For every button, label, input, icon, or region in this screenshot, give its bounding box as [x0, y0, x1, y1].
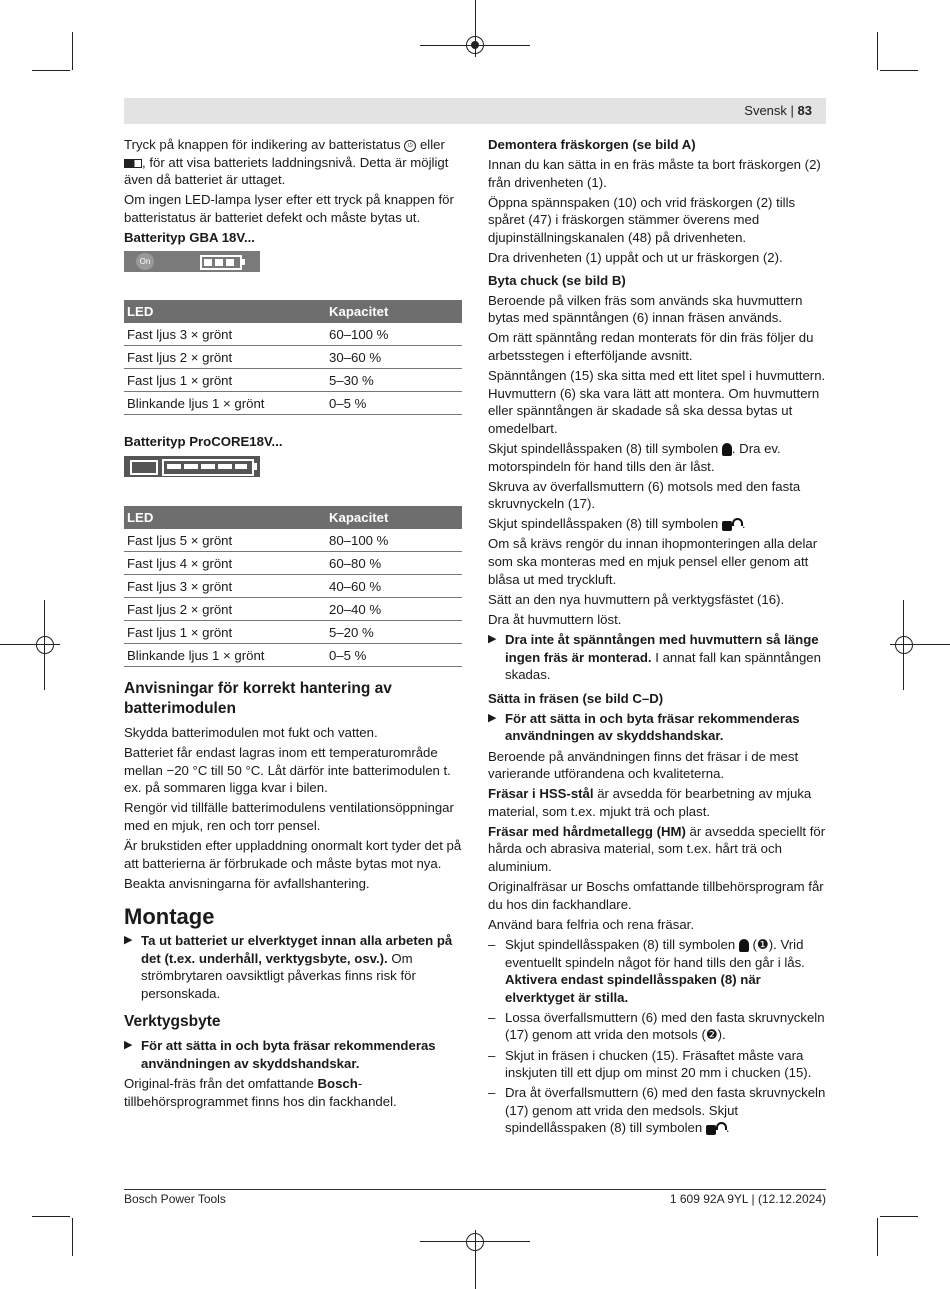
- footer-divider: [124, 1189, 826, 1190]
- cell-led: Fast ljus 2 × grönt: [124, 346, 326, 369]
- warning-bullet: ▶ För att sätta in och byta fräsar rekommenderas användningen av skyddshandskar.: [124, 1038, 436, 1071]
- paragraph: Fräsar i HSS-stål är avsedda för bearbetning av mjuka material, som t.ex. mjukt trä och plast.: [488, 786, 812, 819]
- cell-led: Fast ljus 4 × grönt: [124, 552, 326, 575]
- section-heading: Verktygsbyte: [124, 1013, 221, 1031]
- cell-capacity: 5–30 %: [326, 369, 462, 392]
- crop-mark: [880, 70, 918, 71]
- procore-title-block: [124, 433, 464, 453]
- crop-mark: [877, 1218, 878, 1256]
- paragraph: Original-fräs från det omfattande Bosch-tillbehörsprogrammet finns hos din fackhandel.: [124, 1076, 397, 1109]
- left-column: [124, 136, 464, 249]
- paragraph: Rengör vid tillfälle batterimodulens ventilationsöppningar med en mjuk, ren och torr pensel.: [124, 800, 454, 833]
- gba-battery-graphic: [124, 251, 260, 272]
- table-row: [124, 575, 462, 598]
- table-row: [124, 598, 462, 621]
- table-row: [124, 529, 462, 552]
- on-button-icon: On: [136, 253, 154, 270]
- page-header: [124, 98, 826, 124]
- section-heading: Sätta in fräsen (se bild C–D): [488, 690, 664, 706]
- lock-closed-icon: [739, 939, 749, 952]
- header-label: Svensk | 83: [744, 103, 812, 118]
- cell-led: Fast ljus 5 × grönt: [124, 529, 326, 552]
- right-column: [488, 136, 826, 1139]
- cell-capacity: 60–80 %: [326, 552, 462, 575]
- list-item: – Skjut spindellåsspaken (8) till symbolen (❶). Vrid eventuellt spindeln något för hand tills den går i lås. Aktivera endast spindellåsspaken (8) när elverktyget är stilla.: [488, 936, 805, 1005]
- cell-capacity: 5–20 %: [326, 621, 462, 644]
- montage-heading: Montage: [124, 904, 215, 930]
- paragraph: Öppna spännspaken (10) och vrid fräskorgen (2) tills spåret (47) i fräskorgen stämmer överens med djupinställningskanalen (48) på drivenheten.: [488, 194, 796, 245]
- paragraph: Använd bara felfria och rena fräsar.: [488, 916, 694, 932]
- page-number: 83: [797, 103, 812, 118]
- paragraph: Fräsar med hårdmetallegg (HM) är avsedda speciellt för hårda och abrasiva material, som t.ex. hårt trä och aluminium.: [488, 823, 826, 875]
- registration-mark-icon: [471, 41, 479, 49]
- dash-marker: –: [488, 936, 496, 952]
- list-item: – Lossa överfallsmuttern (6) med den fasta skruvnyckeln (17) genom att vrida den motsols (❷).: [488, 1009, 825, 1043]
- crop-mark: [32, 1216, 70, 1217]
- paragraph: Beroende på användningen finns det fräsar i de mest varierande utförandena och kvaliteterna.: [488, 748, 799, 782]
- warning-bullet: ▶ Dra inte åt spänntången med huvmuttern så länge ingen fräs är monterad. I annat fall kan spänntången skadas.: [488, 631, 821, 683]
- cell-led: Fast ljus 2 × grönt: [124, 598, 326, 621]
- intro-paragraph: Tryck på knappen för indikering av batteristatus ⏻ eller , för att visa batteriets laddningsnivå. Detta är möjligt även då batteriet är uttaget.: [124, 137, 449, 188]
- paragraph: Dra drivenheten (1) uppåt och ut ur fräskorgen (2).: [488, 250, 783, 266]
- intro-paragraph-2: Om ingen LED-lampa lyser efter ett tryck på knappen för batteristatus är batteriet defekt och måste bytas ut.: [124, 192, 454, 225]
- lock-open-icon: [722, 518, 742, 531]
- paragraph: Skruva av överfallsmuttern (6) motsols med den fasta skruvnyckeln (17).: [488, 478, 801, 512]
- arrow-right-icon: ▶: [488, 632, 497, 645]
- procore-led-table: [124, 506, 462, 667]
- battery-segment: [218, 464, 232, 469]
- cell-led: Fast ljus 3 × grönt: [124, 323, 326, 346]
- crop-mark: [32, 70, 70, 71]
- crop-mark: [72, 1218, 73, 1256]
- battery-tip: [254, 463, 257, 470]
- procore-battery-title: Batterityp ProCORE18V...: [124, 434, 283, 449]
- gba-battery-title: Batterityp GBA 18V...: [124, 229, 255, 245]
- paragraph: Skjut spindellåsspaken (8) till symbolen . Dra ev. motorspindeln för hand tills den är låst.: [488, 441, 781, 474]
- col-header-capacity: Kapacitet: [326, 506, 462, 529]
- table-row: [124, 369, 462, 392]
- paragraph: Beakta anvisningarna för avfallshantering.: [124, 875, 370, 891]
- battery-tip: [242, 259, 245, 265]
- paragraph: Beroende på vilken fräs som används ska huvmuttern bytas med spänntången (6) innan fräsen används.: [488, 292, 803, 326]
- paragraph: Skjut spindellåsspaken (8) till symbolen .: [488, 516, 746, 532]
- paragraph: Är brukstiden efter uppladdning onormalt kort tyder det på att batterierna är förbrukade och måste bytas mot nya.: [124, 838, 462, 871]
- cell-led: Fast ljus 1 × grönt: [124, 621, 326, 644]
- paragraph: Skydda batterimodulen mot fukt och vatten.: [124, 725, 378, 740]
- section-heading: Anvisningar för korrekt hantering av batterimodulen: [124, 680, 392, 717]
- crop-mark: [72, 32, 73, 70]
- dash-marker: –: [488, 1085, 496, 1101]
- cell-capacity: 30–60 %: [326, 346, 462, 369]
- battery-segment: [235, 464, 247, 469]
- arrow-right-icon: ▶: [124, 1039, 133, 1052]
- header-language: Svensk: [744, 103, 787, 118]
- registration-mark-icon: [466, 1233, 484, 1251]
- table-row: [124, 346, 462, 369]
- table-row: [124, 644, 462, 667]
- col-header-led: LED: [124, 506, 326, 529]
- warning-bullet: ▶ Ta ut batteriet ur elverktyget innan alla arbeten på det (t.ex. underhåll, verktygsbyte, osv.). Om strömbrytaren oavsiktligt påverkas finns risk för personskada.: [124, 932, 453, 1001]
- arrow-right-icon: ▶: [124, 933, 133, 946]
- warning-bullet: ▶ För att sätta in och byta fräsar rekommenderas användningen av skyddshandskar.: [488, 710, 800, 744]
- battery-status-icon: [130, 460, 158, 475]
- table-header-row: [124, 300, 462, 323]
- battery-button-icon: ⏻: [404, 140, 416, 152]
- crop-mark: [880, 1216, 918, 1217]
- crop-mark: [877, 32, 878, 70]
- dash-marker: –: [488, 1009, 496, 1025]
- table-row: [124, 552, 462, 575]
- list-item: – Dra åt överfallsmuttern (6) med den fasta skruvnyckeln (17) genom att vrida den medsols. Skjut spindellåsspaken (8) till symbolen .: [488, 1085, 826, 1136]
- table-header-row: [124, 506, 462, 529]
- cell-capacity: 60–100 %: [326, 323, 462, 346]
- cell-capacity: 20–40 %: [326, 598, 462, 621]
- lock-closed-icon: [722, 443, 732, 456]
- dash-marker: –: [488, 1047, 496, 1063]
- footer-right: 1 609 92A 9YL | (12.12.2024): [669, 1192, 826, 1206]
- cell-capacity: 40–60 %: [326, 575, 462, 598]
- col-header-capacity: Kapacitet: [326, 300, 462, 323]
- col-header-led: LED: [124, 300, 326, 323]
- cell-led: Fast ljus 1 × grönt: [124, 369, 326, 392]
- section-heading: Demontera fräskorgen (se bild A): [488, 137, 696, 152]
- cell-led: Blinkande ljus 1 × grönt: [124, 644, 326, 667]
- cell-led: Fast ljus 3 × grönt: [124, 575, 326, 598]
- table-row: [124, 392, 462, 415]
- paragraph: Spänntången (15) ska sitta med ett litet spel i huvmuttern. Huvmuttern (6) ska vara lätt att montera. Om huvmuttern eller spänntången är skadade så ska dessa bytas ut omedelbart.: [488, 368, 826, 436]
- table-row: [124, 621, 462, 644]
- battery-segment: [215, 259, 223, 266]
- battery-segment: [201, 464, 215, 469]
- arrow-right-icon: ▶: [488, 711, 497, 724]
- battery-segment: [226, 259, 234, 266]
- registration-mark-icon: [895, 636, 913, 654]
- lock-open-icon: [706, 1122, 726, 1135]
- paragraph: Sätt an den nya huvmuttern på verktygsfästet (16).: [488, 591, 785, 607]
- battery-segment: [204, 259, 212, 266]
- paragraph: Dra åt huvmuttern löst.: [488, 611, 622, 627]
- paragraph: Originalfräsar ur Boschs omfattande tillbehörsprogram får du hos din fackhandlare.: [488, 879, 824, 912]
- paragraph: Batteriet får endast lagras inom ett temperaturområde mellan −20 °C till 50 °C. Låt därför inte batterimodulen t. ex. på sommaren ligga kvar i bilen.: [124, 745, 451, 796]
- cell-capacity: 0–5 %: [326, 392, 462, 415]
- battery-segment: [167, 464, 181, 469]
- cell-capacity: 80–100 %: [326, 529, 462, 552]
- cell-led: Blinkande ljus 1 × grönt: [124, 392, 326, 415]
- table-row: [124, 323, 462, 346]
- procore-battery-graphic: [124, 456, 260, 477]
- paragraph: Innan du kan sätta in en fräs måste ta bort fräskorgen (2) från drivenheten (1).: [488, 157, 821, 190]
- gba-led-table: [124, 300, 462, 415]
- registration-mark-icon: [36, 636, 54, 654]
- paragraph: Om rätt spänntång redan monterats för din fräs följer du arbetsstegen i efterföljande avsnitt.: [488, 330, 814, 364]
- battery-segment: [184, 464, 198, 469]
- section-heading: Byta chuck (se bild B): [488, 272, 626, 288]
- list-item: – Skjut in fräsen i chucken (15). Fräsaftet måste vara inskjuten till ett djup om minst 20 mm i chucken (15).: [488, 1047, 812, 1081]
- cell-capacity: 0–5 %: [326, 644, 462, 667]
- battery-status-icon: [124, 159, 142, 168]
- paragraph: Om så krävs rengör du innan ihopmonteringen alla delar som ska monteras med en mjuk pensel eller genom att blåsa ut med tryckluft.: [488, 536, 818, 587]
- footer-left: Bosch Power Tools: [124, 1192, 226, 1206]
- left-column-lower: [124, 679, 464, 1113]
